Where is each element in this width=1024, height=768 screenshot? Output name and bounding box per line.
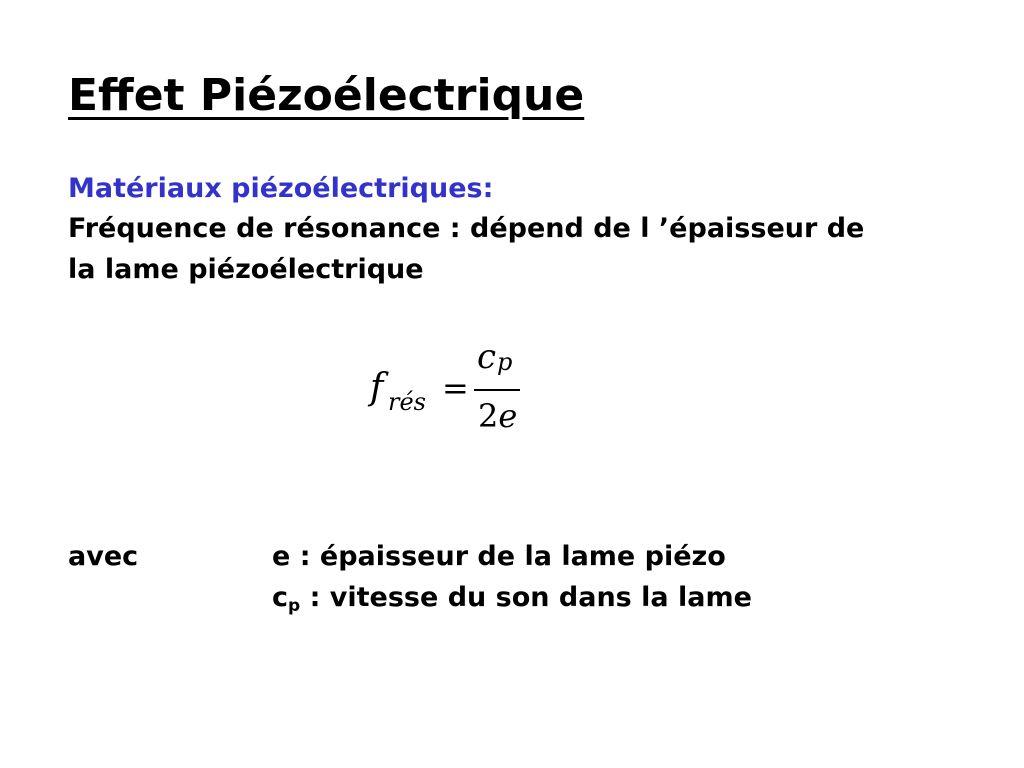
formula-denominator bbox=[478, 398, 517, 434]
formula-lhs-subscript: rés bbox=[388, 388, 426, 416]
definition-sound-speed-subscript: p bbox=[288, 596, 301, 616]
definition-sound-speed-text: : vitesse du son dans la lame bbox=[300, 582, 752, 613]
formula-denominator-symbol: e bbox=[498, 397, 518, 435]
definition-sound-speed-symbol: c bbox=[272, 582, 289, 613]
definition-sound-speed bbox=[272, 579, 752, 617]
definition-thickness: e : épaisseur de la lame piézo bbox=[272, 541, 726, 572]
body-text-line-2: la lame piézoélectrique bbox=[68, 254, 424, 285]
body-text-line-1: Fréquence de résonance : dépend de l ’épaisseur de bbox=[68, 213, 865, 244]
formula-numerator-subscript: p bbox=[497, 348, 513, 376]
subheading: Matériaux piézoélectriques: bbox=[68, 173, 494, 204]
formula-lhs-symbol: f bbox=[370, 367, 384, 408]
slide-title: Effet Piézoélectrique bbox=[68, 70, 585, 121]
formula-numerator-symbol: c bbox=[477, 337, 497, 377]
formula-equals-sign: = bbox=[442, 369, 469, 407]
formula-fraction-bar bbox=[474, 389, 520, 391]
resonance-frequency-formula bbox=[370, 337, 530, 440]
formula-denominator-coefficient: 2 bbox=[478, 397, 499, 435]
definitions-label: avec bbox=[68, 541, 139, 572]
